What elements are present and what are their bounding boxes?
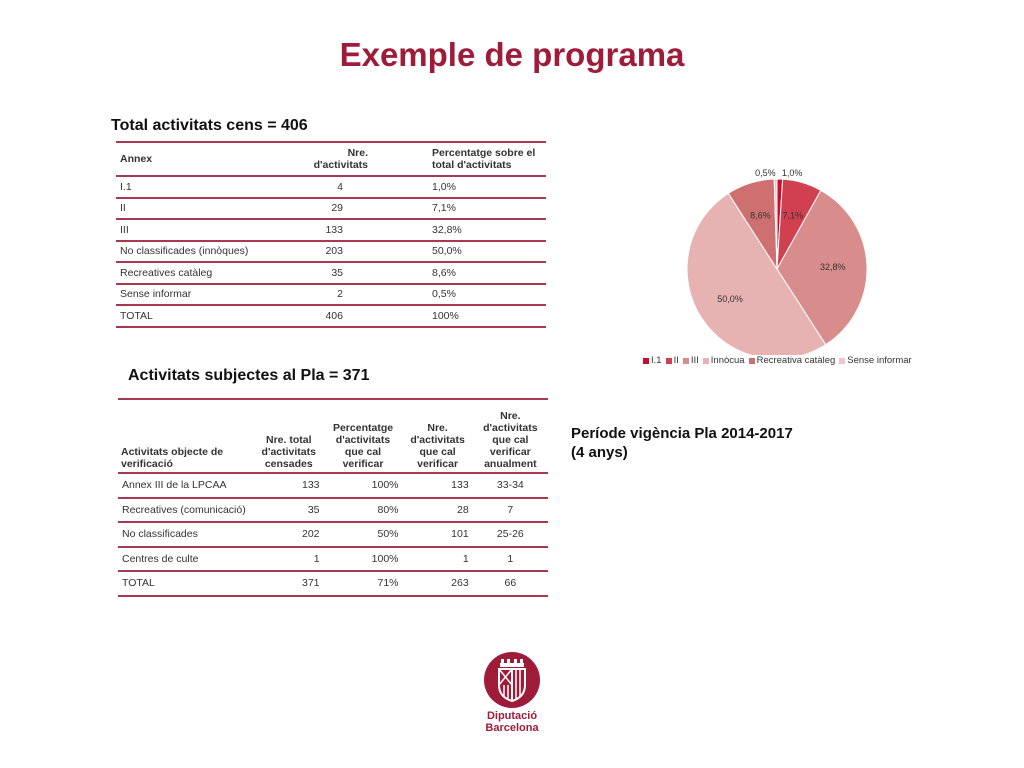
table-cell: 371	[254, 571, 324, 596]
legend-item	[643, 355, 662, 366]
table-header-cell: Nre. d'activitats que cal verificar anualment	[473, 399, 548, 473]
pie-data-label: 0,5%	[755, 168, 776, 179]
table-row	[118, 473, 548, 498]
table-row	[118, 498, 548, 523]
table-cell: 35	[289, 262, 428, 284]
legend-item	[703, 355, 745, 366]
legend-swatch	[703, 358, 709, 364]
legend-label: Innòcua	[710, 355, 745, 366]
legend-swatch	[749, 358, 755, 364]
legend-item	[666, 355, 679, 366]
table-cell: 101	[403, 522, 473, 547]
pie-data-label: 50,0%	[717, 294, 743, 305]
table-row	[118, 547, 548, 572]
legend-label: III	[690, 355, 699, 366]
pie-data-label: 32,8%	[820, 262, 846, 273]
legend-item	[749, 355, 836, 366]
table-cell: 406	[289, 305, 428, 327]
table-cell: 100%	[324, 547, 403, 572]
table-cell: 29	[289, 198, 428, 220]
period-line: (4 anys)	[571, 444, 628, 461]
table-header-cell: Percentatge sobre el total d'activitats	[428, 142, 546, 176]
legend-label: I.1	[651, 355, 662, 366]
table-header-cell: Nre. total d'activitats censades	[254, 399, 324, 473]
logo-line: Barcelona	[485, 722, 539, 734]
table-cell: Sense informar	[116, 284, 289, 306]
legend-label: Recreativa catàleg	[756, 355, 836, 366]
legend-swatch	[643, 358, 649, 364]
table-header-cell: Nre. d'activitats	[289, 142, 428, 176]
table-cell: 33-34	[473, 473, 548, 498]
table-cell: 66	[473, 571, 548, 596]
legend-label: II	[673, 355, 679, 366]
table-cell: 202	[254, 522, 324, 547]
table-cell: 50,0%	[428, 241, 546, 263]
legend-item	[839, 355, 911, 366]
logo-wordmark	[460, 710, 564, 734]
table-cell: 133	[289, 219, 428, 241]
table-row	[116, 241, 546, 263]
table-header-cell: Percentatge d'activitats que cal verificar	[324, 399, 403, 473]
legend-swatch	[839, 358, 845, 364]
table-cell: 50%	[324, 522, 403, 547]
legend-swatch	[666, 358, 672, 364]
table-cell: 1	[254, 547, 324, 572]
table-cell: 7	[473, 498, 548, 523]
table-cell: 4	[289, 176, 428, 198]
table-cell: 7,1%	[428, 198, 546, 220]
table-cell: Recreatives catàleg	[116, 262, 289, 284]
period-line: Període vigència Pla 2014-2017	[571, 425, 793, 442]
table-header-cell: Activitats objecte de verificació	[118, 399, 254, 473]
table-row	[118, 571, 548, 596]
table-row	[116, 262, 546, 284]
pie-chart	[640, 135, 900, 355]
table1-caption: Total activitats cens = 406	[111, 117, 308, 134]
table-cell: Recreatives (comunicació)	[118, 498, 254, 523]
table-row	[116, 176, 546, 198]
legend-swatch	[683, 358, 689, 364]
table-cell: No classificades (innòques)	[116, 241, 289, 263]
table-cell: 1	[403, 547, 473, 572]
period-text	[571, 424, 793, 462]
table-cell: 203	[289, 241, 428, 263]
table-row	[116, 219, 546, 241]
logo-line: Diputació	[486, 710, 538, 722]
table-cell: 1,0%	[428, 176, 546, 198]
table-row	[118, 522, 548, 547]
table-header-row	[118, 399, 548, 473]
table-cell: 35	[254, 498, 324, 523]
table-cell: Annex III de la LPCAA	[118, 473, 254, 498]
table-cell: 71%	[324, 571, 403, 596]
table-cell: 28	[403, 498, 473, 523]
table-cell: 100%	[324, 473, 403, 498]
verification-table	[118, 398, 548, 597]
table-cell: III	[116, 219, 289, 241]
table-cell: 133	[403, 473, 473, 498]
table-header-cell: Annex	[116, 142, 289, 176]
table-cell: 2	[289, 284, 428, 306]
table-cell: 80%	[324, 498, 403, 523]
pie-data-label: 7,1%	[782, 210, 803, 221]
table2-caption: Activitats subjectes al Pla = 371	[128, 367, 370, 384]
table-cell: II	[116, 198, 289, 220]
page-title: Exemple de programa	[339, 36, 685, 73]
table-row	[116, 305, 546, 327]
table-cell: 8,6%	[428, 262, 546, 284]
pie-data-label: 8,6%	[750, 210, 771, 221]
diputacio-logo	[483, 651, 541, 709]
table-cell: I.1	[116, 176, 289, 198]
table-cell: Centres de culte	[118, 547, 254, 572]
table-cell: 1	[473, 547, 548, 572]
legend-item	[683, 355, 699, 366]
table-row	[116, 198, 546, 220]
table-cell: 100%	[428, 305, 546, 327]
table-cell: TOTAL	[116, 305, 289, 327]
table-row	[116, 284, 546, 306]
table-cell: No classificades	[118, 522, 254, 547]
table-cell: TOTAL	[118, 571, 254, 596]
legend-label: Sense informar	[847, 355, 912, 366]
table-cell: 32,8%	[428, 219, 546, 241]
table-cell: 25-26	[473, 522, 548, 547]
census-table	[116, 141, 546, 328]
table-cell: 133	[254, 473, 324, 498]
pie-data-label: 1,0%	[781, 168, 803, 179]
table-header-cell: Nre. d'activitats que cal verificar	[403, 399, 473, 473]
table-header-row	[116, 142, 546, 176]
table-cell: 0,5%	[428, 284, 546, 306]
table-cell: 263	[403, 571, 473, 596]
chart-legend	[643, 355, 912, 366]
